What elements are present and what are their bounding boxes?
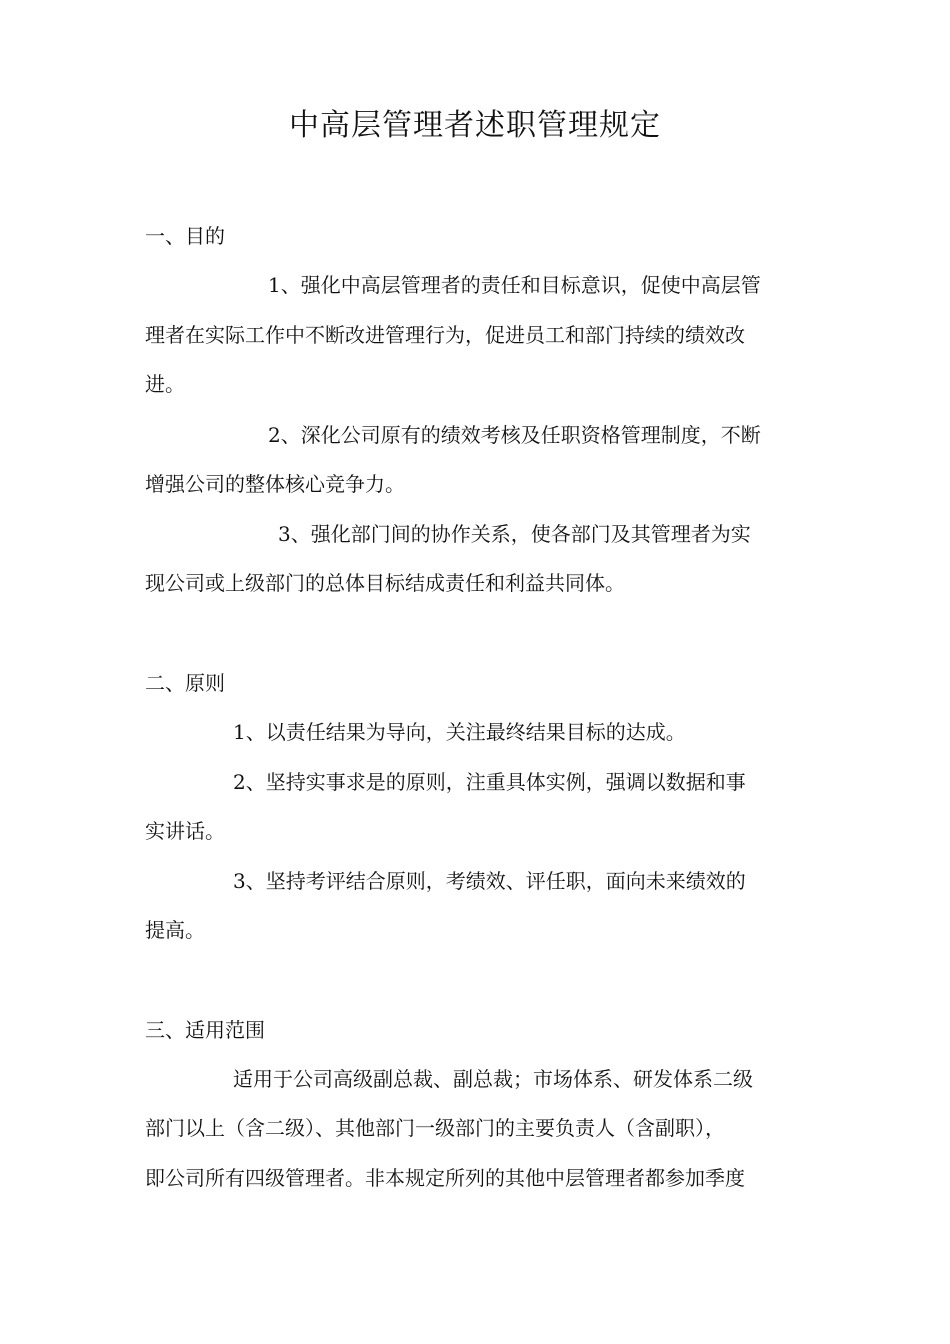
paragraph-line: 1、强化中高层管理者的责任和目标意识，促使中高层管: [268, 273, 761, 297]
paragraph-line: 2、坚持实事求是的原则，注重具体实例，强调以数据和事: [233, 770, 746, 794]
paragraph-line: 3、坚持考评结合原则，考绩效、评任职，面向未来绩效的: [233, 869, 746, 893]
paragraph-line: 实讲话。: [145, 819, 225, 843]
paragraph-line: 2、深化公司原有的绩效考核及任职资格管理制度，不断: [268, 423, 761, 447]
paragraph-line: 理者在实际工作中不断改进管理行为，促进员工和部门持续的绩效改: [145, 323, 745, 347]
document-title: 中高层管理者述职管理规定: [289, 108, 661, 143]
paragraph-line: 进。: [145, 372, 185, 396]
paragraph-line: 现公司或上级部门的总体目标结成责任和利益共同体。: [145, 571, 625, 595]
paragraph-line: 提高。: [145, 918, 205, 942]
section-heading-purpose: 一、目的: [145, 224, 225, 248]
paragraph-line: 1、以责任结果为导向，关注最终结果目标的达成。: [233, 720, 686, 744]
paragraph-line: 增强公司的整体核心竞争力。: [145, 472, 405, 496]
section-heading-scope: 三、适用范围: [145, 1018, 265, 1042]
section-heading-principles: 二、原则: [145, 671, 225, 695]
paragraph-line: 即公司所有四级管理者。非本规定所列的其他中层管理者都参加季度: [145, 1166, 745, 1190]
paragraph-line: 3、强化部门间的协作关系，使各部门及其管理者为实: [278, 522, 751, 546]
paragraph-line: 部门以上（含二级）、其他部门一级部门的主要负责人（含副职），: [145, 1116, 725, 1140]
paragraph-line: 适用于公司高级副总裁、副总裁；市场体系、研发体系二级: [233, 1067, 753, 1091]
